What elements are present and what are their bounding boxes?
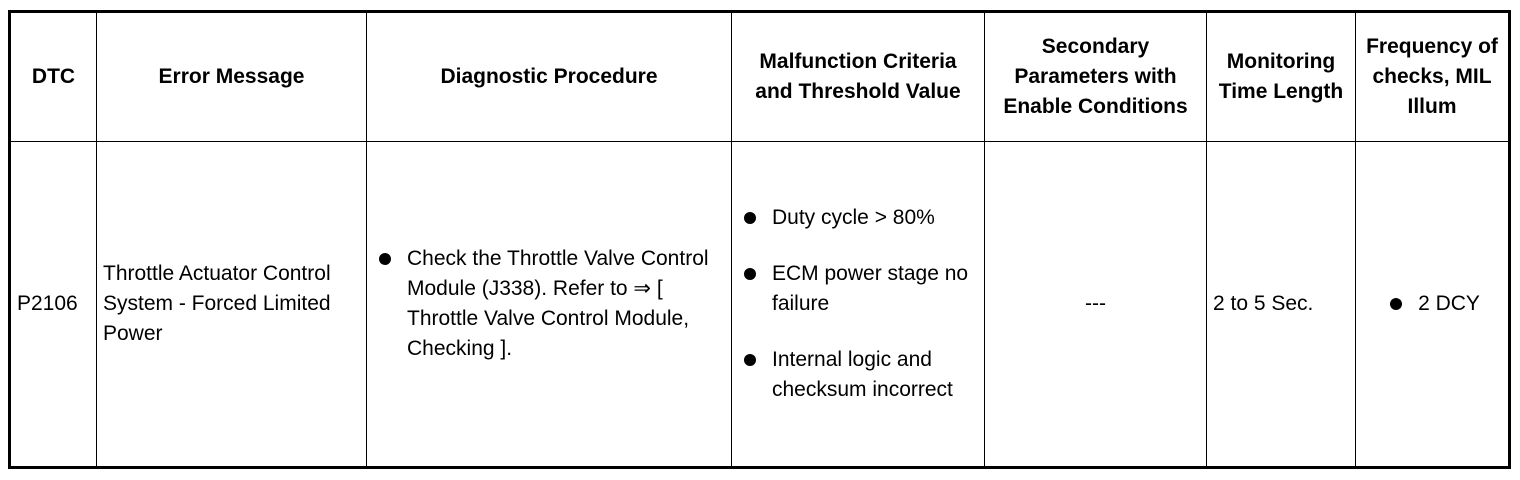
list-item xyxy=(738,259,978,319)
table-row xyxy=(10,142,1510,468)
frequency-text: 2 DCY xyxy=(1418,292,1480,315)
criteria-text: Internal logic and checksum incorrect xyxy=(772,348,953,401)
criteria-list xyxy=(738,203,978,405)
frequency-list xyxy=(1384,289,1480,319)
cell-frequency xyxy=(1356,142,1510,468)
bullet-icon xyxy=(744,268,756,280)
header-dtc: DTC xyxy=(10,12,97,142)
bullet-icon xyxy=(744,354,756,366)
dtc-table xyxy=(8,10,1511,469)
list-item xyxy=(738,203,978,233)
header-monitoring-time: Monitoring Time Length xyxy=(1207,12,1356,142)
header-row xyxy=(10,12,1510,142)
procedure-list xyxy=(373,244,725,364)
list-item xyxy=(373,244,725,364)
bullet-icon xyxy=(1390,298,1402,310)
header-diagnostic-procedure: Diagnostic Procedure xyxy=(367,12,732,142)
cell-error-message: Throttle Actuator Control System - Forced Limited Power xyxy=(97,142,367,468)
cell-secondary-parameters: --- xyxy=(985,142,1207,468)
list-item xyxy=(1384,289,1480,319)
header-frequency: Frequency of checks, MIL Illum xyxy=(1356,12,1510,142)
header-secondary-parameters: Secondary Parameters with Enable Conditions xyxy=(985,12,1207,142)
procedure-text: Check the Throttle Valve Control Module (J338). Refer to ⇒ [ Throttle Valve Control Module, Checking ]. xyxy=(407,247,709,360)
header-malfunction-criteria: Malfunction Criteria and Threshold Value xyxy=(732,12,985,142)
cell-diagnostic-procedure xyxy=(367,142,732,468)
header-error-message: Error Message xyxy=(97,12,367,142)
bullet-icon xyxy=(379,253,391,265)
cell-dtc: P2106 xyxy=(10,142,97,468)
cell-malfunction-criteria xyxy=(732,142,985,468)
cell-monitoring-time: 2 to 5 Sec. xyxy=(1207,142,1356,468)
list-item xyxy=(738,345,978,405)
bullet-icon xyxy=(744,212,756,224)
criteria-text: Duty cycle > 80% xyxy=(772,206,935,229)
page xyxy=(8,10,1511,469)
criteria-text: ECM power stage no failure xyxy=(772,262,969,315)
